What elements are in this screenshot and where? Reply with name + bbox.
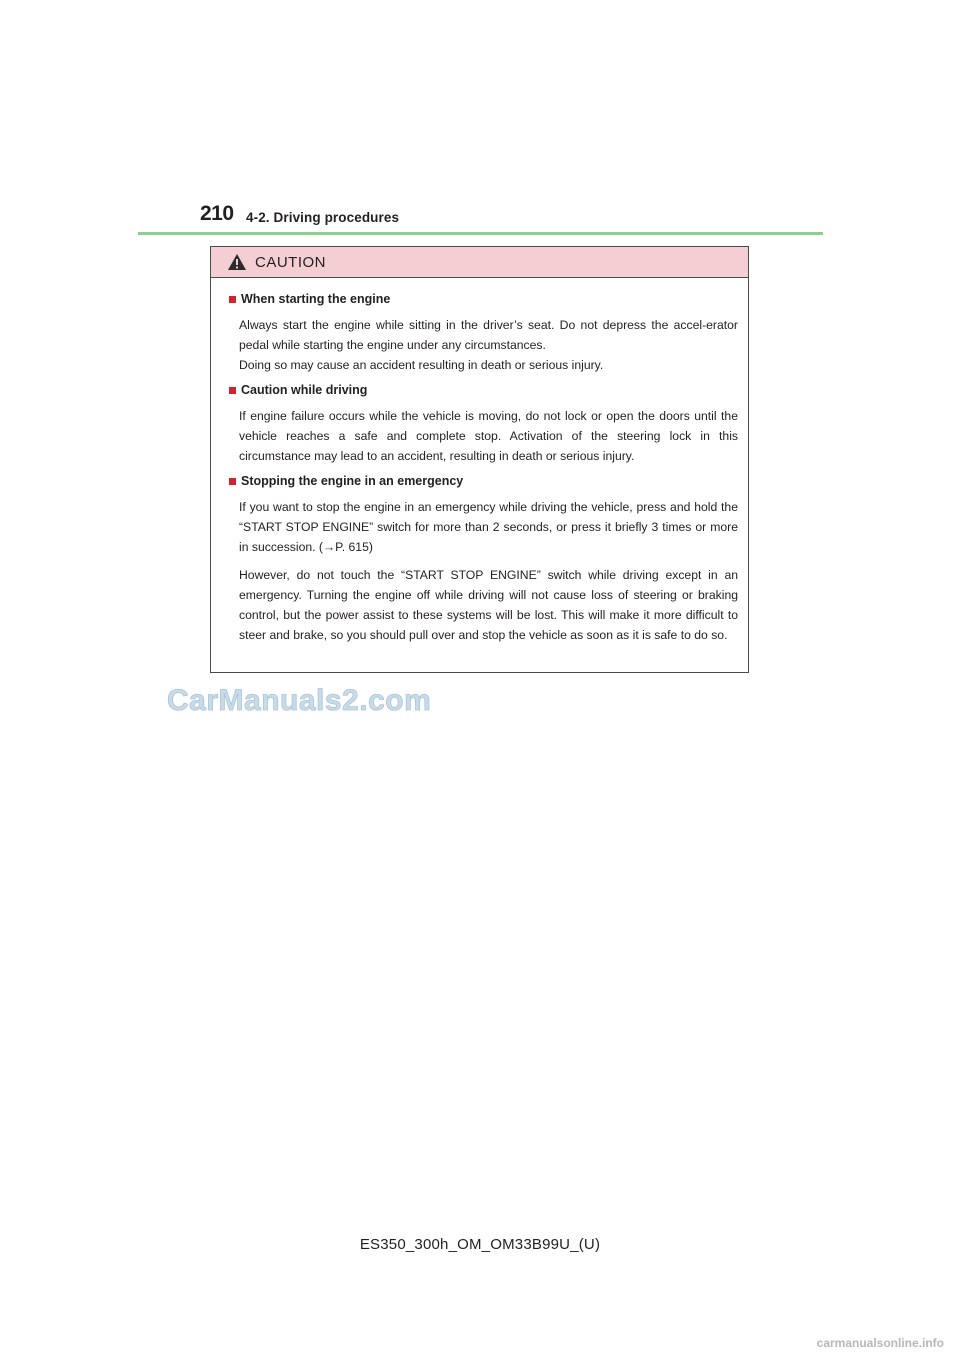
item-paragraph: However, do not touch the “START STOP ENGINE” switch while driving except in an emergency. Turning the engine off while driving will not cause loss of steering or braking control, but the power assist to these systems will be lost. This will make it more difficult to steer and brake, so you should pull over and stop the vehicle as soon as it is safe to do so. <box>239 568 738 642</box>
header-rule <box>138 232 823 235</box>
square-bullet-icon <box>229 387 236 394</box>
item-heading-text: Stopping the engine in an emergency <box>241 474 464 488</box>
caution-item-emergency-stop <box>229 474 738 645</box>
item-heading-text: Caution while driving <box>241 383 368 397</box>
watermark-logo: CarManuals2.com <box>167 684 432 717</box>
section-title: 4-2. Driving procedures <box>246 210 400 225</box>
item-heading <box>229 383 738 397</box>
item-heading <box>229 292 738 306</box>
caution-box <box>210 246 749 673</box>
caution-header <box>211 247 748 278</box>
document-code-footer: ES350_300h_OM_OM33B99U_(U) <box>359 1236 601 1253</box>
item-paragraph: If you want to stop the engine in an emergency while driving the vehicle, press and hold the “START STOP ENGINE” switch for more than 2 seconds, or press it briefly 3 times or more in succession. (→P. 615) <box>239 500 738 554</box>
caution-item-starting-engine <box>229 292 738 375</box>
item-paragraph: If engine failure occurs while the vehicle is moving, do not lock or open the doors until the vehicle reaches a safe and complete stop. Activation of the steering lock in this circumstance may lead to an accident, resulting in death or serious injury. <box>239 409 738 463</box>
site-watermark: carmanualsonline.info <box>816 1336 944 1350</box>
caution-item-while-driving <box>229 383 738 466</box>
item-paragraph: Always start the engine while sitting in the driver’s seat. Do not depress the accel-erator pedal while starting the engine under any circumstances. <box>239 318 738 352</box>
item-heading <box>229 474 738 488</box>
caution-body <box>211 278 748 645</box>
page-number: 210 <box>200 202 234 225</box>
item-heading-text: When starting the engine <box>241 292 391 306</box>
warning-triangle-icon <box>227 253 247 271</box>
square-bullet-icon <box>229 478 236 485</box>
square-bullet-icon <box>229 296 236 303</box>
item-paragraph: Doing so may cause an accident resulting in death or serious injury. <box>239 358 604 372</box>
caution-label: CAUTION <box>255 253 326 271</box>
page-header <box>0 0 960 240</box>
